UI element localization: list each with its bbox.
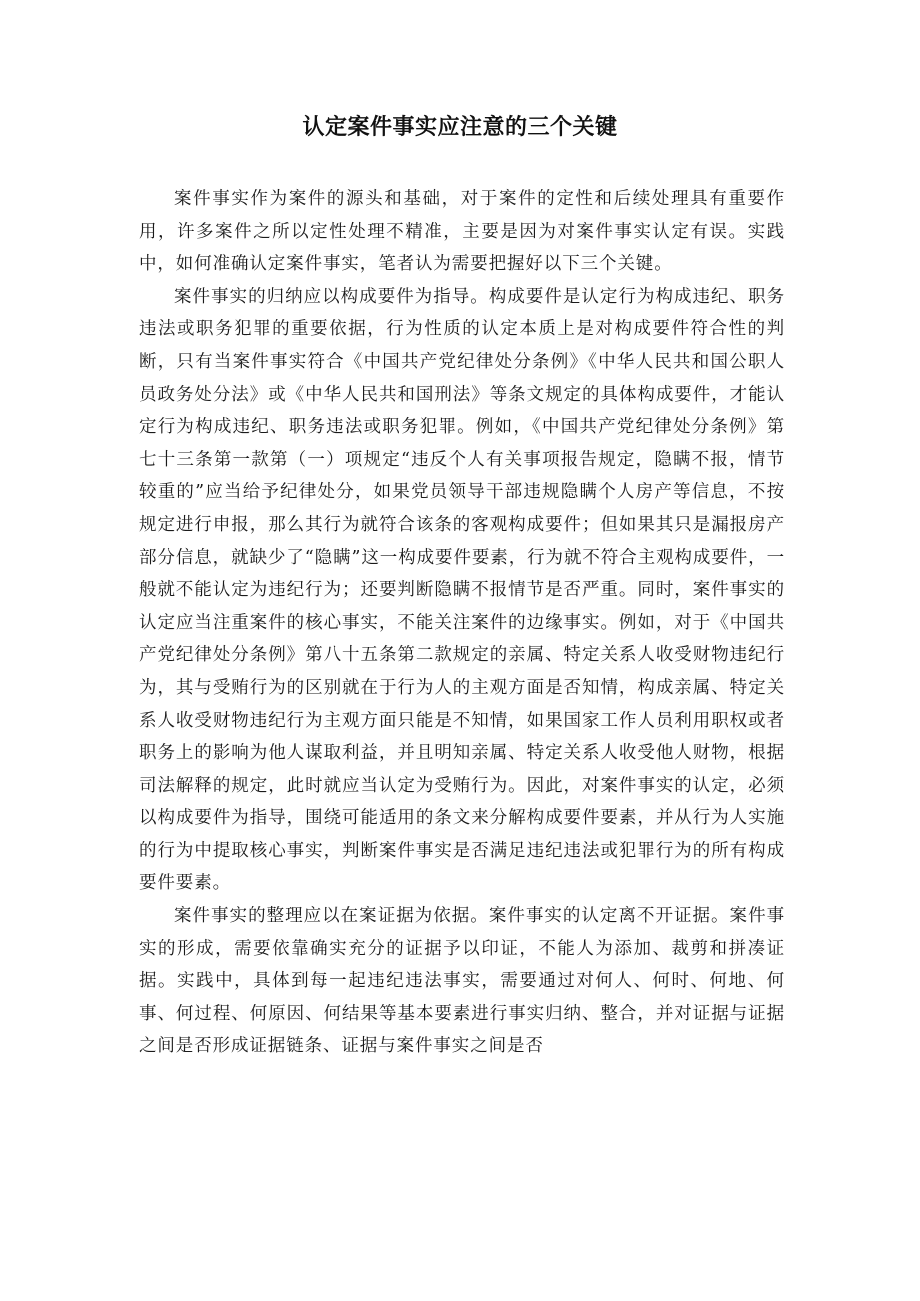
- paragraph-evidence: 案件事实的整理应以在案证据为依据。案件事实的认定离不开证据。案件事实的形成，需要依靠确实充分的证据予以印证，不能人为添加、裁剪和拼凑证据。实践中，具体到每一起违纪违法事实，需要通过对何人、何时、何地、何事、何过程、何原因、何结果等基本要素进行事实归纳、整合，并对证据与证据之间是否形成证据链条、证据与案件事实之间是否: [139, 906, 785, 1057]
- paragraph-intro: 案件事实作为案件的源头和基础，对于案件的定性和后续处理具有重要作用，许多案件之所以定性处理不精准，主要是因为对案件事实认定有误。实践中，如何准确认定案件事实，笔者认为需要把握好以下三个关键。: [139, 189, 785, 275]
- paragraph-constitutive-elements: 案件事实的归纳应以构成要件为指导。构成要件是认定行为构成违纪、职务违法或职务犯罪的重要依据，行为性质的认定本质上是对构成要件符合性的判断，只有当案件事实符合《中国共产党纪律处分条例》《中华人民共和国公职人员政务处分法》或《中华人民共和国刑法》等条文规定的具体构成要件，才能认定行为构成违纪、职务违法或职务犯罪。例如，《中国共产党纪律处分条例》第七十三条第一款第（一）项规定“违反个人有关事项报告规定，隐瞒不报，情节较重的”应当给予纪律处分，如果党员领导干部违规隐瞒个人房产等信息，不按规定进行申报，那么其行为就符合该条的客观构成要件；但如果其只是漏报房产部分信息，就缺少了“隐瞒”这一构成要件要素，行为就不符合主观构成要件，一般就不能认定为违纪行为；还要判断隐瞒不报情节是否严重。同时，案件事实的认定应当注重案件的核心事实，不能关注案件的边缘事实。例如，对于《中国共产党纪律处分条例》第八十五条第二款规定的亲属、特定关系人收受财物违纪行为，其与受贿行为的区别就在于行为人的主观方面是否知情，构成亲属、特定关系人收受财物违纪行为主观方面只能是不知情，如果国家工作人员利用职权或者职务上的影响为他人谋取利益，并且明知亲属、特定关系人收受他人财物，根据司法解释的规定，此时就应当认定为受贿行为。因此，对案件事实的认定，必须以构成要件为指导，围绕可能适用的条文来分解构成要件要素，并从行为人实施的行为中提取核心事实，判断案件事实是否满足违纪违法或犯罪行为的所有构成要件要素。: [139, 286, 785, 894]
- document-title: 认定案件事实应注意的三个关键: [302, 115, 618, 140]
- document-body: [139, 183, 785, 1063]
